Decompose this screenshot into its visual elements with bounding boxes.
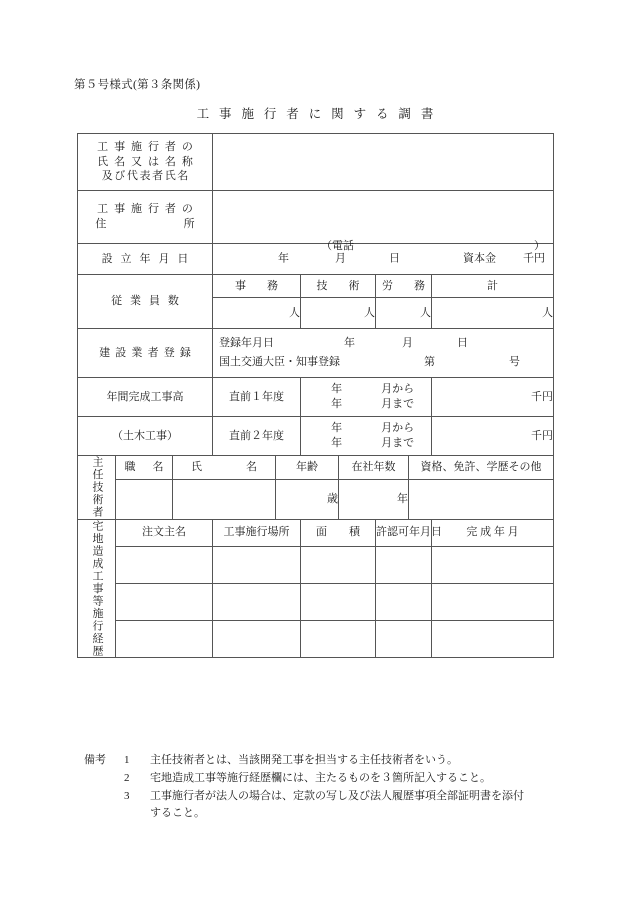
history-table-row xyxy=(78,546,554,583)
established-day-unit: 日 xyxy=(389,252,401,265)
registration-date-label: 登録年月日 xyxy=(219,337,275,349)
note-item xyxy=(84,788,524,806)
employees-col-labor: 労 務 xyxy=(376,275,432,298)
note-text: 宅地造成工事等施行経歴欄には、主たるものを３箇所記入すること。 xyxy=(150,771,491,784)
annual-works-dates-1[interactable] xyxy=(301,378,432,417)
history-col-completion-date: 完 成 年 月 xyxy=(432,519,554,546)
notes-section xyxy=(84,752,524,823)
history-cell-permit-date[interactable] xyxy=(376,583,432,620)
note-item xyxy=(84,752,524,770)
note-text-continued: すること。 xyxy=(150,807,205,820)
history-cell-permit-date[interactable] xyxy=(376,546,432,583)
annual-works-2-year-to: 年 xyxy=(331,437,343,449)
address-label-cell xyxy=(78,191,213,244)
history-cell-client[interactable] xyxy=(116,620,213,657)
annual-works-label-line2: （土木工事） xyxy=(78,417,213,456)
history-cell-location[interactable] xyxy=(213,546,301,583)
address-label-line1: 工 事 施 行 者 の xyxy=(97,203,195,216)
history-cell-area[interactable] xyxy=(301,583,376,620)
note-label-spacer xyxy=(84,788,124,806)
name-label-line2: 氏 名 又 は 名 称 xyxy=(97,155,195,168)
name-label-line3: 及び代表者氏名 xyxy=(101,170,190,183)
note-number: 1 xyxy=(124,754,130,766)
history-cell-location[interactable] xyxy=(213,583,301,620)
employees-col-technical: 技 術 xyxy=(301,275,376,298)
note-text: 工事施行者が法人の場合は、定款の写し及び法人履歴事項全部証明書を添付 xyxy=(150,789,524,802)
employees-value-labor[interactable]: 人 xyxy=(376,298,432,329)
note-number: 2 xyxy=(124,771,130,784)
table-row-annual-works-2 xyxy=(78,417,554,456)
annual-works-2-month-to: 月まで xyxy=(381,437,415,449)
registration-authority-label: 国土交通大臣・知事登録 xyxy=(219,356,341,368)
chief-value-qualifications[interactable] xyxy=(409,480,554,519)
table-row-history-header xyxy=(78,519,554,546)
note-text: 主任技術者とは、当該開発工事を担当する主任技術者をいう。 xyxy=(150,754,458,766)
table-row-established xyxy=(78,244,554,275)
annual-works-amount-1[interactable]: 千円 xyxy=(432,378,554,417)
chief-col-qualifications: 資格、免許、学歴その他 xyxy=(409,456,554,480)
history-cell-completion-date[interactable] xyxy=(432,620,554,657)
history-cell-client[interactable] xyxy=(116,546,213,583)
registration-month-unit: 月 xyxy=(402,337,414,349)
table-row-employees-header xyxy=(78,275,554,298)
builder-registration-label: 建 設 業 者 登 録 xyxy=(78,329,213,378)
history-cell-completion-date[interactable] xyxy=(432,546,554,583)
table-row-annual-works-1 xyxy=(78,378,554,417)
chief-value-name[interactable] xyxy=(173,480,276,519)
history-col-client: 注文主名 xyxy=(116,519,213,546)
chief-value-tenure[interactable]: 年 xyxy=(339,480,409,519)
established-input-cell[interactable] xyxy=(213,244,554,275)
chief-col-tenure: 在社年数 xyxy=(339,456,409,480)
notes-label: 備考 xyxy=(84,754,106,766)
annual-works-1-year-to: 年 xyxy=(331,398,343,410)
registration-number-prefix: 第 xyxy=(424,356,436,368)
history-cell-area[interactable] xyxy=(301,620,376,657)
phone-open-paren: （電話 xyxy=(321,240,355,252)
note-item xyxy=(84,770,524,788)
note-label-spacer xyxy=(84,770,124,788)
annual-works-period-2: 直前２年度 xyxy=(213,417,301,456)
page-title: 工 事 施 行 者 に 関 す る 調 書 xyxy=(196,107,437,121)
name-label-line1: 工 事 施 行 者 の xyxy=(97,140,195,153)
history-cell-completion-date[interactable] xyxy=(432,583,554,620)
history-cell-location[interactable] xyxy=(213,620,301,657)
table-row-name xyxy=(78,134,554,191)
annual-works-2-month-from: 月から xyxy=(381,422,415,435)
history-cell-area[interactable] xyxy=(301,546,376,583)
registration-day-unit: 日 xyxy=(457,337,469,349)
chief-value-position[interactable] xyxy=(116,480,173,519)
chief-col-age: 年齢 xyxy=(276,456,339,480)
table-row-address xyxy=(78,191,554,244)
history-cell-client[interactable] xyxy=(116,583,213,620)
history-table-row xyxy=(78,620,554,657)
established-year-unit: 年 xyxy=(278,252,290,265)
employees-value-total[interactable]: 人 xyxy=(432,298,554,329)
annual-works-amount-2[interactable]: 千円 xyxy=(432,417,554,456)
registration-year-unit: 年 xyxy=(344,337,356,349)
employees-col-office: 事 務 xyxy=(213,275,301,298)
annual-works-1-year-from: 年 xyxy=(331,383,343,396)
capital-unit: 千円 xyxy=(523,252,546,265)
table-row-builder-registration xyxy=(78,329,554,378)
established-month-unit: 月 xyxy=(335,252,347,265)
employees-col-total: 計 xyxy=(432,275,554,298)
history-col-permit-date: 許認可年月日 xyxy=(376,519,432,546)
note-number: 3 xyxy=(124,789,130,802)
table-row-chief-engineer-values xyxy=(78,480,554,519)
builder-registration-cell[interactable] xyxy=(213,329,554,378)
history-cell-permit-date[interactable] xyxy=(376,620,432,657)
phone-close-paren: ） xyxy=(534,240,546,252)
annual-works-1-month-from: 月から xyxy=(381,383,415,396)
table-row-chief-engineer-header xyxy=(78,456,554,480)
history-label-cell xyxy=(78,519,116,658)
name-label-cell xyxy=(78,134,213,191)
chief-value-age[interactable]: 歳 xyxy=(276,480,339,519)
annual-works-1-month-to: 月まで xyxy=(381,398,415,410)
employees-value-technical[interactable]: 人 xyxy=(301,298,376,329)
registration-number-suffix: 号 xyxy=(509,356,521,368)
employees-value-office[interactable]: 人 xyxy=(213,298,301,329)
chief-engineer-label-cell xyxy=(78,456,116,520)
annual-works-2-year-from: 年 xyxy=(331,422,343,435)
history-label: 宅地造成工事等施行経歴 xyxy=(91,519,103,657)
form-number: 第５号様式(第３条関係) xyxy=(74,79,201,91)
annual-works-dates-2[interactable] xyxy=(301,417,432,456)
established-label: 設 立 年 月 日 xyxy=(78,244,213,275)
address-input-cell[interactable] xyxy=(213,191,554,252)
address-label-line2: 住 所 xyxy=(95,218,197,230)
employees-label: 従 業 員 数 xyxy=(78,275,213,329)
chief-col-position: 職 名 xyxy=(116,456,173,480)
history-col-area: 面 積 xyxy=(301,519,376,546)
chief-col-name: 氏 名 xyxy=(173,456,276,480)
history-col-location: 工事施行場所 xyxy=(213,519,301,546)
chief-engineer-label: 主任技術者 xyxy=(91,456,103,519)
history-table-row xyxy=(78,583,554,620)
capital-label: 資本金 xyxy=(463,252,497,265)
annual-works-period-1: 直前１年度 xyxy=(213,378,301,417)
name-input-cell[interactable] xyxy=(213,134,554,191)
survey-table xyxy=(77,133,554,658)
annual-works-label-line1: 年間完成工事高 xyxy=(78,378,213,417)
